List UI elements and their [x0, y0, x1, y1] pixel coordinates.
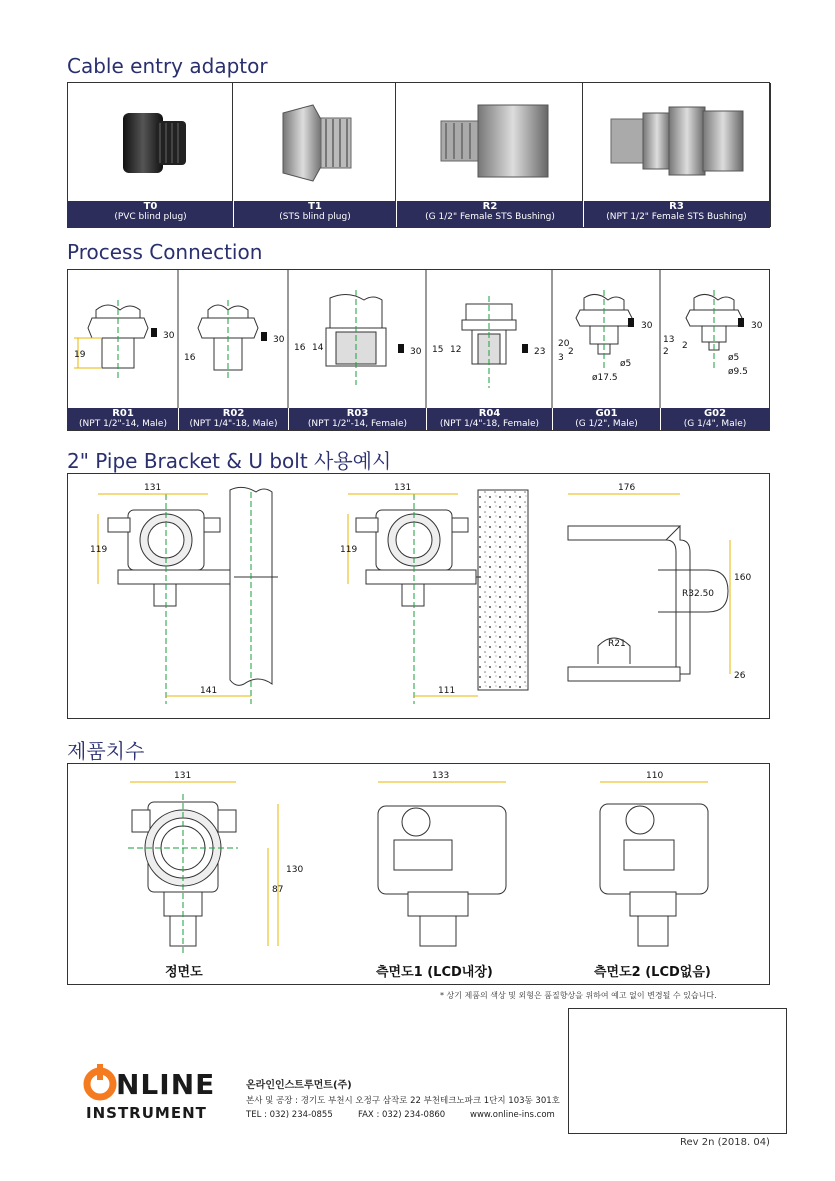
svg-text:30: 30: [163, 331, 175, 341]
svg-text:ø9.5: ø9.5: [728, 367, 748, 377]
cable-caption-t1: T1 (STS blind plug): [234, 201, 396, 227]
svg-text:160: 160: [734, 573, 752, 583]
svg-text:30: 30: [410, 347, 422, 357]
company-tel: TEL : 032) 234-0855: [246, 1110, 333, 1120]
pipe-bracket-drawings: [68, 474, 771, 720]
svg-text:176: 176: [618, 483, 636, 493]
r2-photo: [396, 83, 583, 201]
label-front-view: 정면도: [165, 965, 203, 980]
svg-text:16: 16: [294, 343, 306, 353]
svg-text:87: 87: [272, 885, 284, 895]
company-fax: FAX : 032) 234-0860: [358, 1110, 446, 1120]
svg-text:14: 14: [312, 343, 324, 353]
section-title-pipe-bracket: 2" Pipe Bracket & U bolt 사용예시: [67, 449, 392, 473]
process-caption-g01: G01 (G 1/2", Male): [553, 408, 660, 430]
process-caption-r03: R03 (NPT 1/2"-14, Female): [289, 408, 426, 430]
svg-text:ø17.5: ø17.5: [592, 373, 618, 383]
company-name: 온라인인스트루먼트(주): [246, 1080, 352, 1091]
svg-text:20: 20: [558, 339, 570, 349]
company-web[interactable]: www.online-ins.com: [470, 1110, 555, 1120]
revision-text: Rev 2n (2018. 04): [680, 1137, 770, 1148]
company-address: 본사 및 공장 : 경기도 부천시 오정구 삼작로 22 부천테크노파크 1단지 103동 301호: [246, 1096, 560, 1106]
svg-text:ø5: ø5: [728, 353, 740, 363]
process-connection-table: [67, 269, 770, 431]
pipe-bracket-box: [67, 473, 770, 719]
svg-text:23: 23: [534, 347, 546, 357]
process-caption-g02: G02 (G 1/4", Male): [661, 408, 769, 430]
label-side-view-2: 측면도2 (LCD없음): [594, 965, 711, 980]
t0-photo: [68, 83, 233, 201]
section-title-cable-entry: Cable entry adaptor: [67, 54, 268, 78]
svg-text:30: 30: [273, 335, 285, 345]
svg-text:2: 2: [663, 347, 669, 357]
svg-text:15: 15: [432, 345, 444, 355]
product-dimension-drawings: [68, 764, 771, 986]
svg-text:110: 110: [646, 771, 664, 781]
svg-text:119: 119: [340, 545, 358, 555]
svg-text:2: 2: [568, 347, 574, 357]
process-caption-r02: R02 (NPT 1/4"-18, Male): [179, 408, 288, 430]
section-title-process-connection: Process Connection: [67, 240, 263, 264]
process-caption-r04: R04 (NPT 1/4"-18, Female): [427, 408, 552, 430]
svg-text:R21: R21: [608, 639, 626, 649]
svg-text:26: 26: [734, 671, 746, 681]
svg-text:133: 133: [432, 771, 450, 781]
svg-text:131: 131: [144, 483, 162, 493]
cable-entry-table: [67, 82, 770, 228]
svg-text:111: 111: [438, 686, 456, 696]
product-dimension-box: [67, 763, 770, 985]
process-caption-r01: R01 (NPT 1/2"-14, Male): [68, 408, 178, 430]
notice-text: * 상기 제품의 색상 및 외형은 품질향상을 위하여 예고 없이 변경될 수 있습니다.: [440, 991, 717, 1000]
svg-text:3: 3: [558, 353, 564, 363]
t1-photo: [233, 83, 396, 201]
svg-text:30: 30: [641, 321, 653, 331]
svg-text:13: 13: [663, 335, 675, 345]
r3-photo: [583, 83, 771, 201]
svg-text:130: 130: [286, 865, 304, 875]
svg-text:30: 30: [751, 321, 763, 331]
svg-text:12: 12: [450, 345, 462, 355]
section-title-product-dimension: 제품치수: [67, 739, 145, 763]
svg-text:141: 141: [200, 686, 218, 696]
cable-caption-r3: R3 (NPT 1/2" Female STS Bushing): [584, 201, 769, 227]
stamp-box: [568, 1008, 787, 1134]
company-logo: NLINE INSTRUMENT: [82, 1062, 232, 1124]
svg-text:131: 131: [174, 771, 192, 781]
svg-text:R32.50: R32.50: [682, 589, 715, 599]
process-drawings: [68, 270, 771, 408]
svg-text:19: 19: [74, 350, 86, 360]
cable-caption-t0: T0 (PVC blind plug): [68, 201, 233, 227]
svg-text:16: 16: [184, 353, 196, 363]
svg-text:119: 119: [90, 545, 108, 555]
svg-text:131: 131: [394, 483, 412, 493]
cable-caption-r2: R2 (G 1/2" Female STS Bushing): [397, 201, 583, 227]
label-side-view-1: 측면도1 (LCD내장): [376, 965, 493, 980]
svg-text:ø5: ø5: [620, 359, 632, 369]
svg-text:2: 2: [682, 341, 688, 351]
